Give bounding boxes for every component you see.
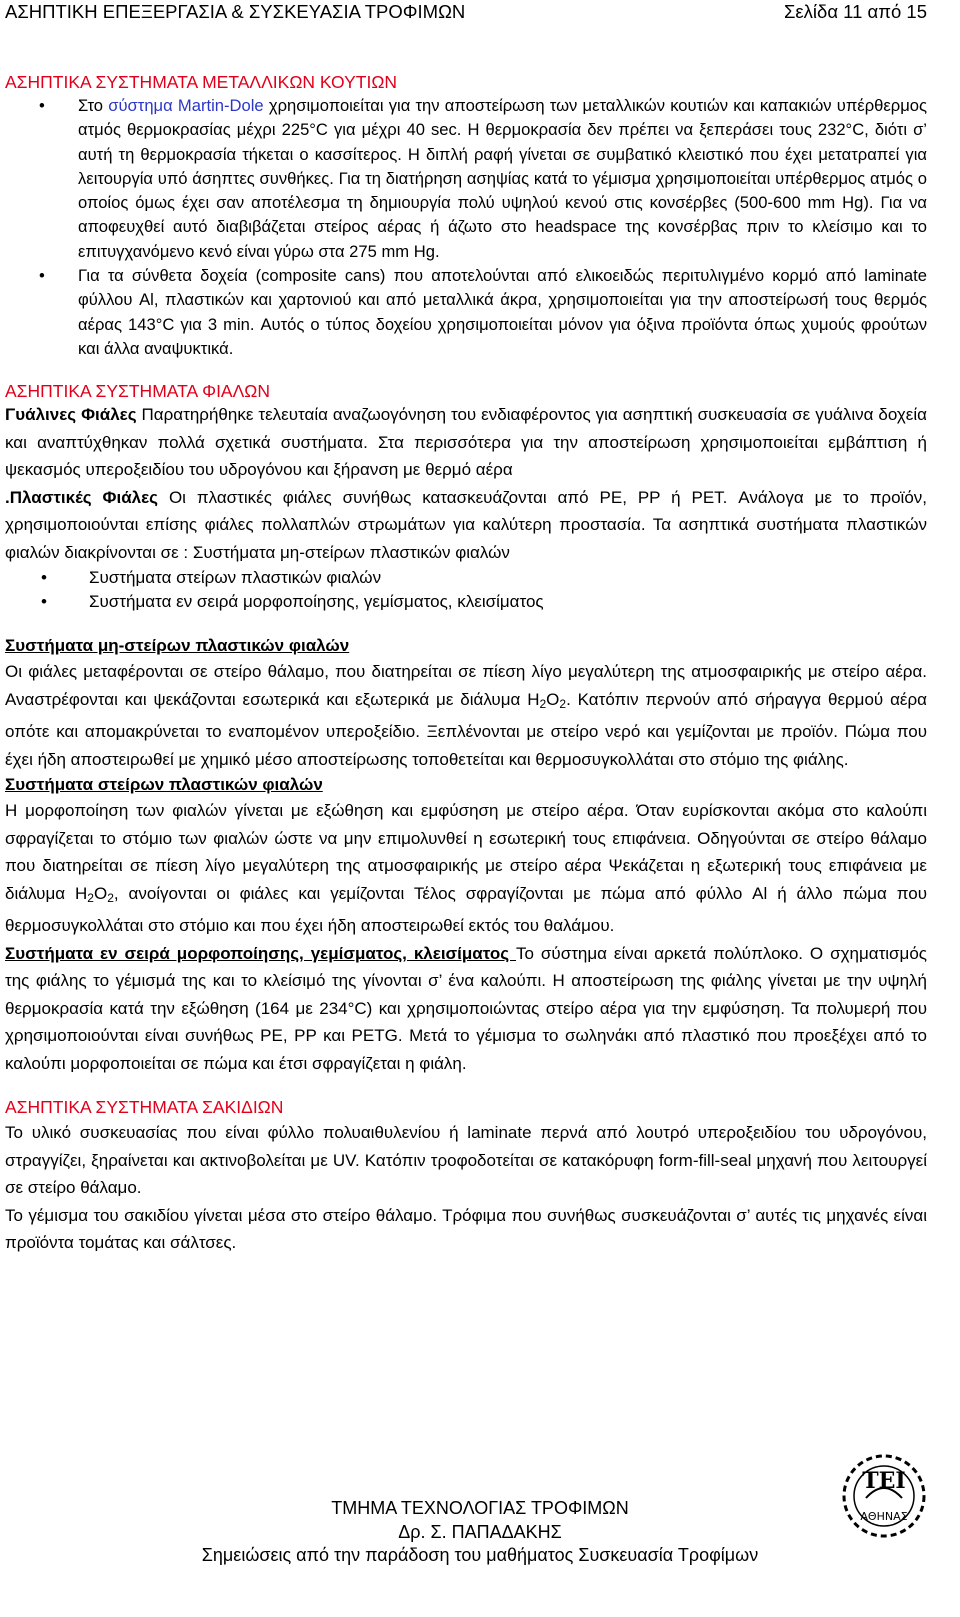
footer-course: Σημειώσεις από την παράδοση του μαθήματος Συσκευασία Τροφίμων — [201, 1545, 759, 1565]
cans-list — [5, 94, 927, 361]
sterile-paragraph — [5, 797, 927, 940]
section-heading-bottles: ΑΣΗΠΤΙΚΑ ΣΥΣΤΗΜΑΤΑ ΦΙΑΛΩΝ — [5, 381, 271, 402]
list-item: • Για τα σύνθετα δοχεία (composite cans) που αποτελούνται από ελικοειδώς περιτυλιγμένο κορμό από laminate φύλλου Al, πλαστικών και χαρτονιού και από μεταλλικά άκρα, χρησιμοποιείται για την αποστείρωσή τους θερμός αέρας 143°C για 3 min. Αυτός ο τύπος δοχείου χρησιμοποιείται μόνον για όξινα προϊόντα όπως χυμούς φρούτων και άλλα αναψυκτικά. — [5, 264, 927, 361]
h2o2-sub: 2 — [559, 696, 567, 711]
cans-b1-pre: Στο — [78, 96, 109, 115]
cans-b1-text: χρησιμοποιείται για την αποστείρωση των μεταλλικών κουτιών και καπακιών υπέρθερμος ατμός θερμοκρασίας μέχρι 225°C για μέχρι 40 sec. Η θερμοκρασία δεν πρέπει να ξεπεράσει τους 232°C, διότι σ’ αυτή τη θερμοκρασία τήκεται ο κασσίτερος. Η διπλή ραφή γίνεται σε συμβατικό κλειστικό που έχει μετατραπεί για λειτουργία υπό άσηπτες συνθήκες. Για τη διατήρηση ασηψίας κατά το γέμισμα χρησιμοποιείται υπέρθερμος ατμός ο οποίος όμως έχει σαν αποτέλεσμα τη δημιουργία πολύ υψηλού κενού στις κονσέρβες (500-600 mm Hg). Για να αποφευχθεί αυτό διαβιβάζεται στείρος αέρας ή άζωτο στο headspace της κονσέρβας πριν το κλείσιμο και το επιτυγχανόμενο κενό είναι γύρω στα 275 mm Hg. — [78, 96, 927, 261]
list-item — [5, 94, 927, 264]
h2o2-h: H — [527, 689, 540, 709]
page-footer — [0, 1497, 960, 1568]
h2o2-o: O — [546, 689, 560, 709]
nonsterile-text-1: Οι φιάλες μεταφέρονται σε στείρο θάλαμο, που διατηρείται σε πίεση λίγο μεγαλύτερη της ατμοσφαιρικής με στείρο αέρα. Αναστρέφονται και ψεκάζονται εσωτερικά και εξωτερικά με διάλυμα — [5, 662, 927, 709]
plastic-bottles-label: .Πλαστικές Φιάλες — [5, 487, 159, 507]
inline-paragraph — [5, 940, 927, 1078]
section-heading-bags: ΑΣΗΠΤΙΚΑ ΣΥΣΤΗΜΑΤΑ ΣΑΚΙΔΙΩΝ — [5, 1097, 284, 1118]
martin-dole-link: σύστημα Martin-Dole — [108, 96, 264, 115]
logo-text-bottom: ΑΘΗΝΑΣ — [860, 1510, 908, 1523]
section-heading-cans: ΑΣΗΠΤΙΚΑ ΣΥΣΤΗΜΑΤΑ ΜΕΤΑΛΛΙΚΩΝ ΚΟΥΤΙΩΝ — [5, 72, 398, 92]
header-title: ΑΣΗΠΤΙΚΗ ΕΠΕΞΕΡΓΑΣΙΑ & ΣΥΣΚΕΥΑΣΙΑ ΤΡΟΦΙΜΩΝ — [5, 1, 466, 22]
h2o2-sub: 2 — [539, 696, 547, 711]
h2o2-h: H — [74, 883, 88, 903]
logo-text-top: ΤΕΙ — [862, 1468, 906, 1494]
section-heading-sterile: Συστήματα στείρων πλαστικών φιαλών — [5, 775, 323, 795]
glass-bottles-paragraph — [5, 401, 927, 484]
bags-paragraph-1: Το υλικό συσκευασίας που είναι φύλλο πολυαιθυλενίου ή laminate περνά από λουτρό υπεροξειδίου του υδρογόνου, στραγγίζει, ξηραίνεται και ακτινοβολείται με UV. Κατόπιν τροφοδοτείται σε κατακόρυφη form-fill-seal μηχανή που λειτουργεί σε στείρο θάλαμο. — [5, 1123, 927, 1198]
list-item: • Συστήματα εν σειρά μορφοποίησης, γεμίσματος, κλεισίματος — [5, 590, 927, 614]
h2o2-sub: 2 — [107, 890, 114, 905]
section-heading-inline: Συστήματα εν σειρά μορφοποίησης, γεμίσματος, κλεισίματος — [5, 943, 517, 963]
h2o2-o: O — [93, 883, 108, 903]
h2o2-sub: 2 — [87, 890, 94, 905]
plastic-bottles-text: Οι πλαστικές φιάλες συνήθως κατασκευάζονται από PE, PP ή PET. Ανάλογα με το προϊόν, χρησιμοποιούνται επίσης φιάλες πολλαπλών στρωμάτων για καλύτερη προστασία. Τα ασηπτικά συστήματα πλαστικών φιαλών διακρίνονται σε : Συστήματα μη-στείρων πλαστικών φιαλών — [5, 487, 928, 562]
plastic-bottles-paragraph — [5, 484, 927, 567]
glass-bottles-text: Παρατηρήθηκε τελευταία αναζωογόνηση του ενδιαφέροντος για ασηπτική συσκευασία σε γυάλινα δοχεία και αναπτύχθηκαν πολλά σχετικά συστήματα. Στα περισσότερα για την αποστείρωση χρησιμοποιείται εμβάπτιση ή ψεκασμός υπεροξειδίου του υδρογόνου και ξήρανση με θερμό αέρα — [5, 405, 927, 480]
page-header — [5, 0, 927, 26]
sterile-text-1: Η μορφοποίηση των φιαλών γίνεται με εξώθηση και εμφύσηση με στείρο αέρα. Όταν ευρίσκονται ακόμα στο καλούπι σφραγίζεται το στόμιο των φιαλών ώστε να μην επιμολυνθεί η εσωτερική τους επιφάνεια. Οδηγούνται σε στείρο θάλαμο που διατηρείται σε πίεση λίγο μεγαλύτερη της ατμοσφαιρικής με στείρο αέρα Ψεκάζεται η εξωτερική τους επιφάνεια με διάλυμα — [5, 801, 927, 903]
bags-paragraph-2: Το γέμισμα του σακιδίου γίνεται μέσα στο στείρο θάλαμο. Τρόφιμα που συνήθως συσκευάζονται σ’ αυτές τις μηχανές είναι προϊόντα τομάτας και σάλτσες. — [5, 1205, 927, 1253]
bottle-systems-list — [5, 566, 927, 614]
section-heading-nonsterile: Συστήματα μη-στείρων πλαστικών φιαλών — [5, 636, 350, 656]
nonsterile-paragraph — [5, 658, 927, 773]
glass-bottles-label: Γυάλινες Φιάλες — [5, 405, 137, 425]
sterile-text-2: , ανοίγονται οι φιάλες και γεμίζονται Τέλος σφραγίζονται με πώμα από φύλλο Al ή άλλο πώμα που θερμοσυγκολλάται στο στόμιο και που έχει ήδη αποστειρωθεί εκτός του θαλάμου. — [5, 883, 927, 936]
nonsterile-text-2: . Κατόπιν περνούν από σήραγγα θερμού αέρα οπότε και απομακρύνεται το εναπομένον υπεροξείδιο. Ξεπλένονται με στείρο νερό και γεμίζονται με προϊόν. Πώμα που έχει ήδη αποστειρωθεί με χημικό μέσο αποστείρωσης τοποθετείται και θερμοσυγκολλάται στο στόμιο της φιάλης. — [5, 689, 927, 769]
footer-author: Δρ. Σ. ΠΑΠΑΔΑΚΗΣ — [398, 1521, 562, 1542]
list-item: • Συστήματα στείρων πλαστικών φιαλών — [5, 566, 927, 590]
footer-department: ΤΜΗΜΑ ΤΕΧΝΟΛΟΓΙΑΣ ΤΡΟΦΙΜΩΝ — [331, 1498, 629, 1518]
tei-athens-logo — [836, 1448, 932, 1544]
header-page-number: Σελίδα 11 από 15 — [784, 1, 927, 22]
page-content — [5, 70, 927, 1257]
inline-text: Το σύστημα είναι αρκετά πολύπλοκο. Ο σχηματισμός της φιάλης το γέμισμά της και το κλείσιμό της γίνονται σ’ ένα καλούπι. Η αποστείρωση της φιάλης γίνεται με την υψηλή θερμοκρασία κατά την εξώθηση (164 με 234°C) και χρησιμοποιώντας στείρο αέρα για την εμφύσηση. Τα πολυμερή που χρησιμοποιούνται είναι συνήθως PE, PP και PETG. Μετά το γέμισμα το σωληνάκι από πλαστικό που προεξέχει από το καλούπι μορφοποιείται σε πώμα και έτσι σφραγίζεται η φιάλη. — [5, 943, 927, 1073]
